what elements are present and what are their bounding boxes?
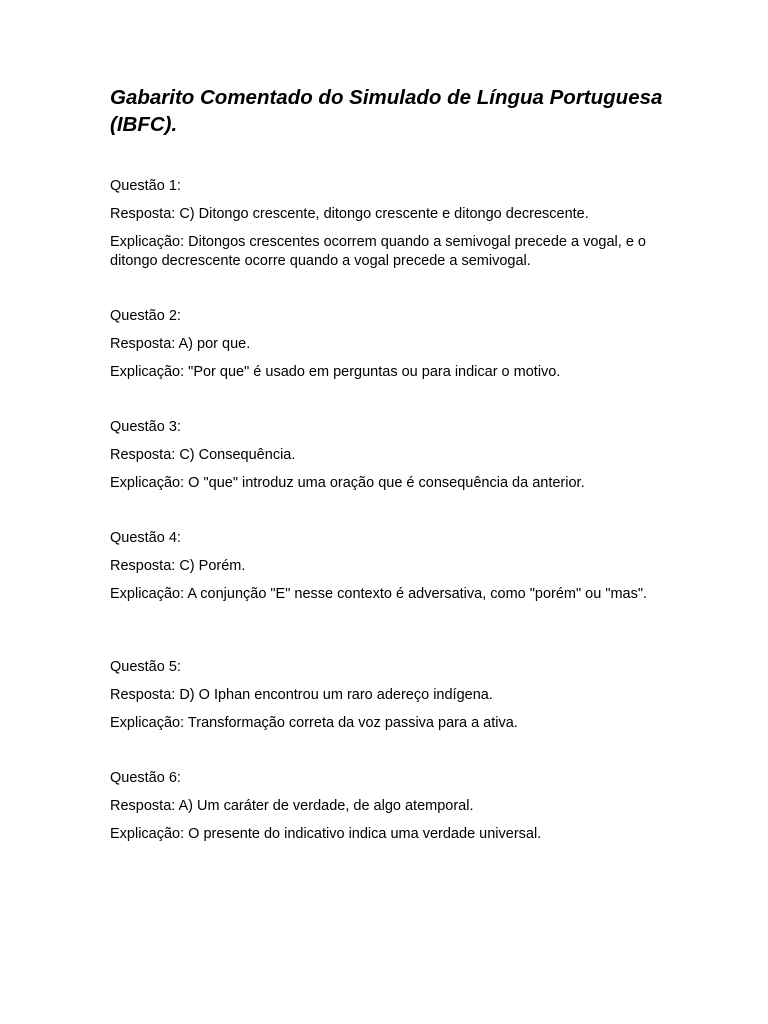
question-block-3 [110,418,670,493]
question-block-6 [110,769,670,844]
question-label: Questão 1: [110,178,181,194]
question-explanation: Explicação: Ditongos crescentes ocorrem quando a semivogal precede a vogal, e o ditongo decrescente ocorre quando a vogal precede a semivogal. [110,234,646,269]
question-label: Questão 6: [110,770,181,786]
question-explanation: Explicação: O presente do indicativo indica uma verdade universal. [110,826,542,842]
question-explanation: Explicação: A conjunção "E" nesse contexto é adversativa, como "porém" ou "mas". [110,586,648,602]
question-answer: Resposta: C) Consequência. [110,447,296,463]
question-answer: Resposta: C) Porém. [110,558,246,574]
question-block-2 [110,307,670,382]
question-answer: Resposta: C) Ditongo crescente, ditongo crescente e ditongo decrescente. [110,206,589,222]
question-answer: Resposta: A) por que. [110,336,251,352]
question-explanation: Explicação: Transformação correta da voz passiva para a ativa. [110,715,518,731]
question-label: Questão 2: [110,308,181,324]
question-block-5 [110,658,670,733]
question-explanation: Explicação: O "que" introduz uma oração que é consequência da anterior. [110,475,585,491]
question-answer: Resposta: D) O Iphan encontrou um raro adereço indígena. [110,687,493,703]
question-block-4 [110,529,670,604]
question-answer: Resposta: A) Um caráter de verdade, de algo atemporal. [110,798,474,814]
question-label: Questão 5: [110,659,181,675]
question-label: Questão 3: [110,419,181,435]
question-explanation: Explicação: "Por que" é usado em perguntas ou para indicar o motivo. [110,364,561,380]
question-block-1 [110,177,670,271]
question-label: Questão 4: [110,530,181,546]
document-title: Gabarito Comentado do Simulado de Língua Portuguesa (IBFC). [110,86,663,136]
